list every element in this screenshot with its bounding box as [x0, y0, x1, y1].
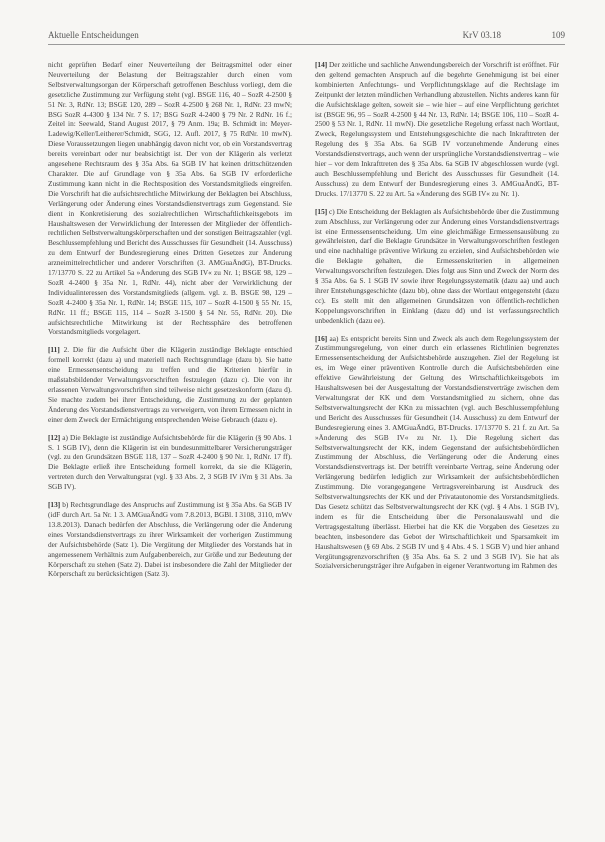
- paragraph-text: b) Rechtsgrundlage des Anspruchs auf Zustimmung ist § 35a Abs. 6a SGB IV (idF durch Art. 5a Nr. 1 3. AMGuaÄndG vom 7.8.2013, BGBl. I 3108, 3110, mWv 13.8.2013). Danach bedürfen der Abschluss, die Verlängerung oder die Änderung eines Vorstandsdienstvertrags zu ihrer Wirksamkeit der vorherigen Zustimmung der Aufsichtsbehörde (Satz 1). Die Vergütung der Mitglieder des Vorstands hat in angemessenem Verhältnis zum Aufgabenbereich, zur Größe und zur Bedeutung der Körperschaft zu stehen (Satz 2). Dabei ist insbesondere die Zahl der Mitglieder der Körperschaft zu berücksichtigen (Satz 3).: [48, 500, 292, 579]
- paragraph-number: [11]: [48, 345, 60, 355]
- paragraph-number: [15]: [315, 206, 328, 216]
- running-header: [48, 28, 565, 45]
- paragraph-text: nicht geprüften Bedarf einer Neuverteilung der Beitragsmittel oder einer Neuverteilung der Belastung der Beitragszahler durch einen vom Selbstverwaltungsorgan der Körperschaft getroffenen Beschluss vorliegt, dem die gesetzliche Zustimmung zur Verfügung steht (vgl. BSGE 116, 40 – SozR 4-2500 § 51 Nr. 3, RdNr. 13; BSGE 120, 289 – SozR 4-2500 § 268 Nr. 1, RdNr. 23 mwN; BSG SozR 4-4300 § 134 Nr. 7 S. 17; BSG SozR 4-2400 § 79 Nr. 2 RdNr. 16 f.; Zeitel in: Seewald, Stand August 2017, § 79 Anm. 19a; B. Schmidt in: Meyer-Ladewig/Keller/Leitherer/Schmidt, SGG, 12. Aufl. 2017, § 75 RdNr. 10 mwN). Diese Voraussetzungen liegen unabhängig davon nicht vor, ob ein Vorstandsvertrag bereits vereinbart oder nur beabsichtigt ist. Der von der Klägerin als verletzt angesehene Rechtsraum des § 35a Abs. 6a SGB IV hat keinen drittschützenden Charakter. Die auf Grundlage von § 35a Abs. 6a SGB IV erforderliche Zustimmung kann nicht in die Rechtsposition des Vorstandsmitglieds eingreifen. Die Vorschrift hat die aufsichtsrechtliche Mitwirkung der Beklagten bei Abschluss, Verlängerung oder Änderung eines Vorstandsdienstvertrags zum Gegenstand. Sie dient in Konkretisierung des sozialrechtlichen Wirtschaftlichkeitsgebots im Haushaltswesen der Verwirklichung der Interessen der Mitglieder der öffentlich-rechtlichen Selbstverwaltungskörperschaften und der sonstigen Beitragszahler (vgl. Beschlussempfehlung und Bericht des Ausschusses für Gesundheit (14. Ausschuss) zu dem Entwurf der Bundesregierung eines Dritten Gesetzes zur Änderung arzneimittelrechtlicher und anderer Vorschriften (3. AMGuaÄndG), BT-Drucks. 17/13770 S. 22 zu Artikel 5a »Änderung des SGB IV« zu Nr. 1; BSGE 98, 129 – SozR 4-2400 § 35a Nr. 1, RdNr. 44), nicht aber der Verwirklichung der Individualinteressen des Vorstandsmitglieds (allgem. vgl. z. B. BSGE 98, 129 – SozR 4-2400 § 35a Nr. 1, RdNr. 14; BSGE 115, 107 – SozR 4-1500 § 55 Nr. 15, RdNr. 11 ff.; BSGE 115, 114 – SozR 3-1500 § 54 Nr. 55, RdNr. 20). Die aufsichtsrechtliche Mitwirkung ist der Rechtssphäre des betroffenen Vorstandsmitglieds vorgelagert.: [48, 60, 292, 337]
- paragraph: [315, 60, 559, 199]
- header-page-number: 109: [551, 30, 565, 40]
- paragraph: [48, 345, 292, 424]
- header-section-title: Aktuelle Entscheidungen: [48, 30, 139, 40]
- paragraph-text: Der zeitliche und sachliche Anwendungsbereich der Vorschrift ist eröffnet. Für den geltend gemachten Anspruch auf die begehrte Genehmigung ist bei einer kombinierten Anfechtungs- und Verpflichtungsklage auf die Rechtslage im Zeitpunkt der letzten mündlichen Verhandlung abzustellen. Nichts anderes kann für die Aufsichtsklage gelten, soweit sie – wie hier – auf eine Verpflichtung gerichtet ist (BSGE 96, 95 – SozR 4-2500 § 44 Nr. 13, RdNr. 14; BSGE 106, 110 – SozR 4-2500 § 53 Nr. 1, RdNr. 11 mwN). Die gesetzliche Regelung erfasst nach Wortlaut, Zweck, Regelungssystem und Entstehungsgeschichte die nach Inkrafttreten der Regelung des § 35a Abs. 6a SGB IV vorzunehmende Änderung eines Vorstandsdienstvertrags, auch wenn der ursprüngliche Vorstandsdienstvertrag – wie hier – vor dem Inkrafttreten des § 35a Abs. 6a SGB IV abgeschlossen wurde (vgl. auch Beschlussempfehlung und Bericht des Ausschusses für Gesundheit (14. Ausschuss) zu dem Entwurf der Bundesregierung eines 3. AMGuaÄndG, BT-Drucks. 17/13770 S. 22 zu Art. 5a »Änderung des SGB IV« zu Nr. 1).: [315, 60, 559, 198]
- paragraph: [48, 60, 292, 337]
- paragraph-text: c) Die Entscheidung der Beklagten als Aufsichtsbehörde über die Zustimmung zum Abschluss, zur Verlängerung oder zur Änderung eines Vorstandsdienstvertrags ist eine Ermessensentscheidung. Um eine gleichmäßige Ermessensausübung zu gewährleisten, darf die Beklagte Grundsätze in Verwaltungsvorschriften festlegen und eine nachhaltige präventive Wirkung zu erzielen, sind Aufsichtsbehörden wie die Beklagte gehalten, die Ermessenskriterien in allgemeinen Verwaltungsvorschriften festzulegen. Dies folgt aus Sinn und Zweck der Norm des § 35a Abs. 6a S. 1 SGB IV sowie ihrer Regelungssystematik (dazu aa) und auch ihrer Entstehungsgeschichte (dazu bb), ohne dass der Wortlaut entgegensteht (dazu cc). Es stellt mit den allgemeinen Grundsätzen von öffentlich-rechtlichen Koppelungsvorschriften in Einklang (dazu dd) und ist verfassungsrechtlich unbedenklich (dazu ee).: [315, 206, 560, 325]
- paragraph: [48, 433, 292, 492]
- paragraph-number: [16]: [315, 333, 328, 343]
- paragraph-number: [14]: [315, 60, 328, 69]
- paragraph-text: 2. Die für die Aufsicht über die Klägerin zuständige Beklagte entschied formell korrekt (dazu a) und materiell nach Rechtsgrundlage (dazu b). Sie hatte eine Ermessensentscheidung zu treffen und die Kriterien hierfür in maßstabsbildender Verwaltungsvorschriften festzulegen (dazu c). Die von ihr erlassenen Verwaltungsvorschriften sind teilweise nicht gesetzeskonform (dazu d). Sie machte zudem bei ihrer Entscheidung, die Zustimmung zu der geplanten Änderung des Vorstandsdienstvertrags zu verweigern, von ihrem Ermessen nicht in einer dem Zweck der Ermächtigung entsprechenden Weise Gebrauch (dazu e).: [48, 345, 292, 424]
- paragraph-number: [12]: [48, 432, 61, 442]
- right-column: [315, 60, 559, 579]
- paragraph-number: [13]: [48, 500, 61, 510]
- paragraph: [315, 207, 559, 326]
- paragraph: [48, 500, 292, 579]
- paragraph-text: a) Die Beklagte ist zuständige Aufsichtsbehörde für die Klägerin (§ 90 Abs. 1 S. 1 SGB IV), denn die Klägerin ist ein bundesunmittelbarer Versicherungsträger (vgl. zu den Grundsätzen BSGE 118, 137 – SozR 4-2400 § 90 Nr. 1, RdNr. 17 ff). Die Beklagte erließ ihre Entscheidung formell korrekt, da sie die Klägerin, vertreten durch den Verwaltungsrat (vgl. § 33 Abs. 2, 3 SGB IV iVm § 31 Abs. 3a SGB IV).: [48, 432, 292, 492]
- header-journal-issue: KrV 03.18: [462, 30, 501, 40]
- left-column: [48, 60, 292, 587]
- paragraph: [315, 334, 559, 572]
- paragraph-text: aa) Es entspricht bereits Sinn und Zweck als auch dem Regelungssystem der Zustimmungsregelung, von einer durch ein erlassenes Richtlinien begrenztes Ermessensentscheidung der Aufsichtsbehörde auszugehen. Ziel der Regelung ist es, im Wege einer präventiven Kontrolle durch die Aufsichtsbehörden eine effektive Gewährleistung der Geltung des Wirtschaftlichkeitsgebots im Haushaltswesen bei der Ausgestaltung der Vorstandsdienstverträge zwischen dem Verwaltungsrat der KK und dem Vorstandsmitglied zu sichern, ohne das Selbstverwaltungsrecht der KKn zu missachten (vgl. auch Beschlussempfehlung und Bericht des Ausschusses für Gesundheit (14. Ausschuss) zu dem Entwurf der Bundesregierung eines 3. AMGuaÄndG, BT-Drucks. 17/13770 S. 21 f. zu Art. 5a »Änderung des SGB IV« zu Nr. 1). Die Regelung sichert das Selbstverwaltungsrecht der KK, indem Gegenstand der aufsichtsbehördlichen Zustimmung der Abschluss, die Verlängerung oder die Änderung eines Vorstandsdienstvertrags ist. Der betrifft vereinbarte Vertrag, seine Änderung oder Verlängerung bedürfen lediglich zur Wirksamkeit der aufsichtsbehördlichen Zustimmung. Die vorangegangene Vertragsvereinbarung ist Ausdruck des Selbstverwaltungsrechts der KK und der Privatautonomie des Vorstandsmitglieds. Das Gesetz schützt das Selbstverwaltungsrecht der KK (vgl. § 4 Abs. 1 SGB IV), indem es für die Entscheidung über die Personalauswahl und die Vertragsgestaltung überlässt. Hierbei hat die KK die Vorgaben des Gesetzes zu beachten, insbesondere das Gebot der Wirtschaftlichkeit und Sparsamkeit im Haushaltswesen (§ 69 Abs. 2 SGB IV und § 4 Abs. 4 S. 1 SGB V) und hier anhand Vergütungsgrenzvorschriften (§ 35a Abs. 6a S. 2 und 3 SGB IV). Sie hat als Sozialversicherungsträger ihre Aufgaben in eigener Verantwortung im Rahmen des: [315, 333, 560, 571]
